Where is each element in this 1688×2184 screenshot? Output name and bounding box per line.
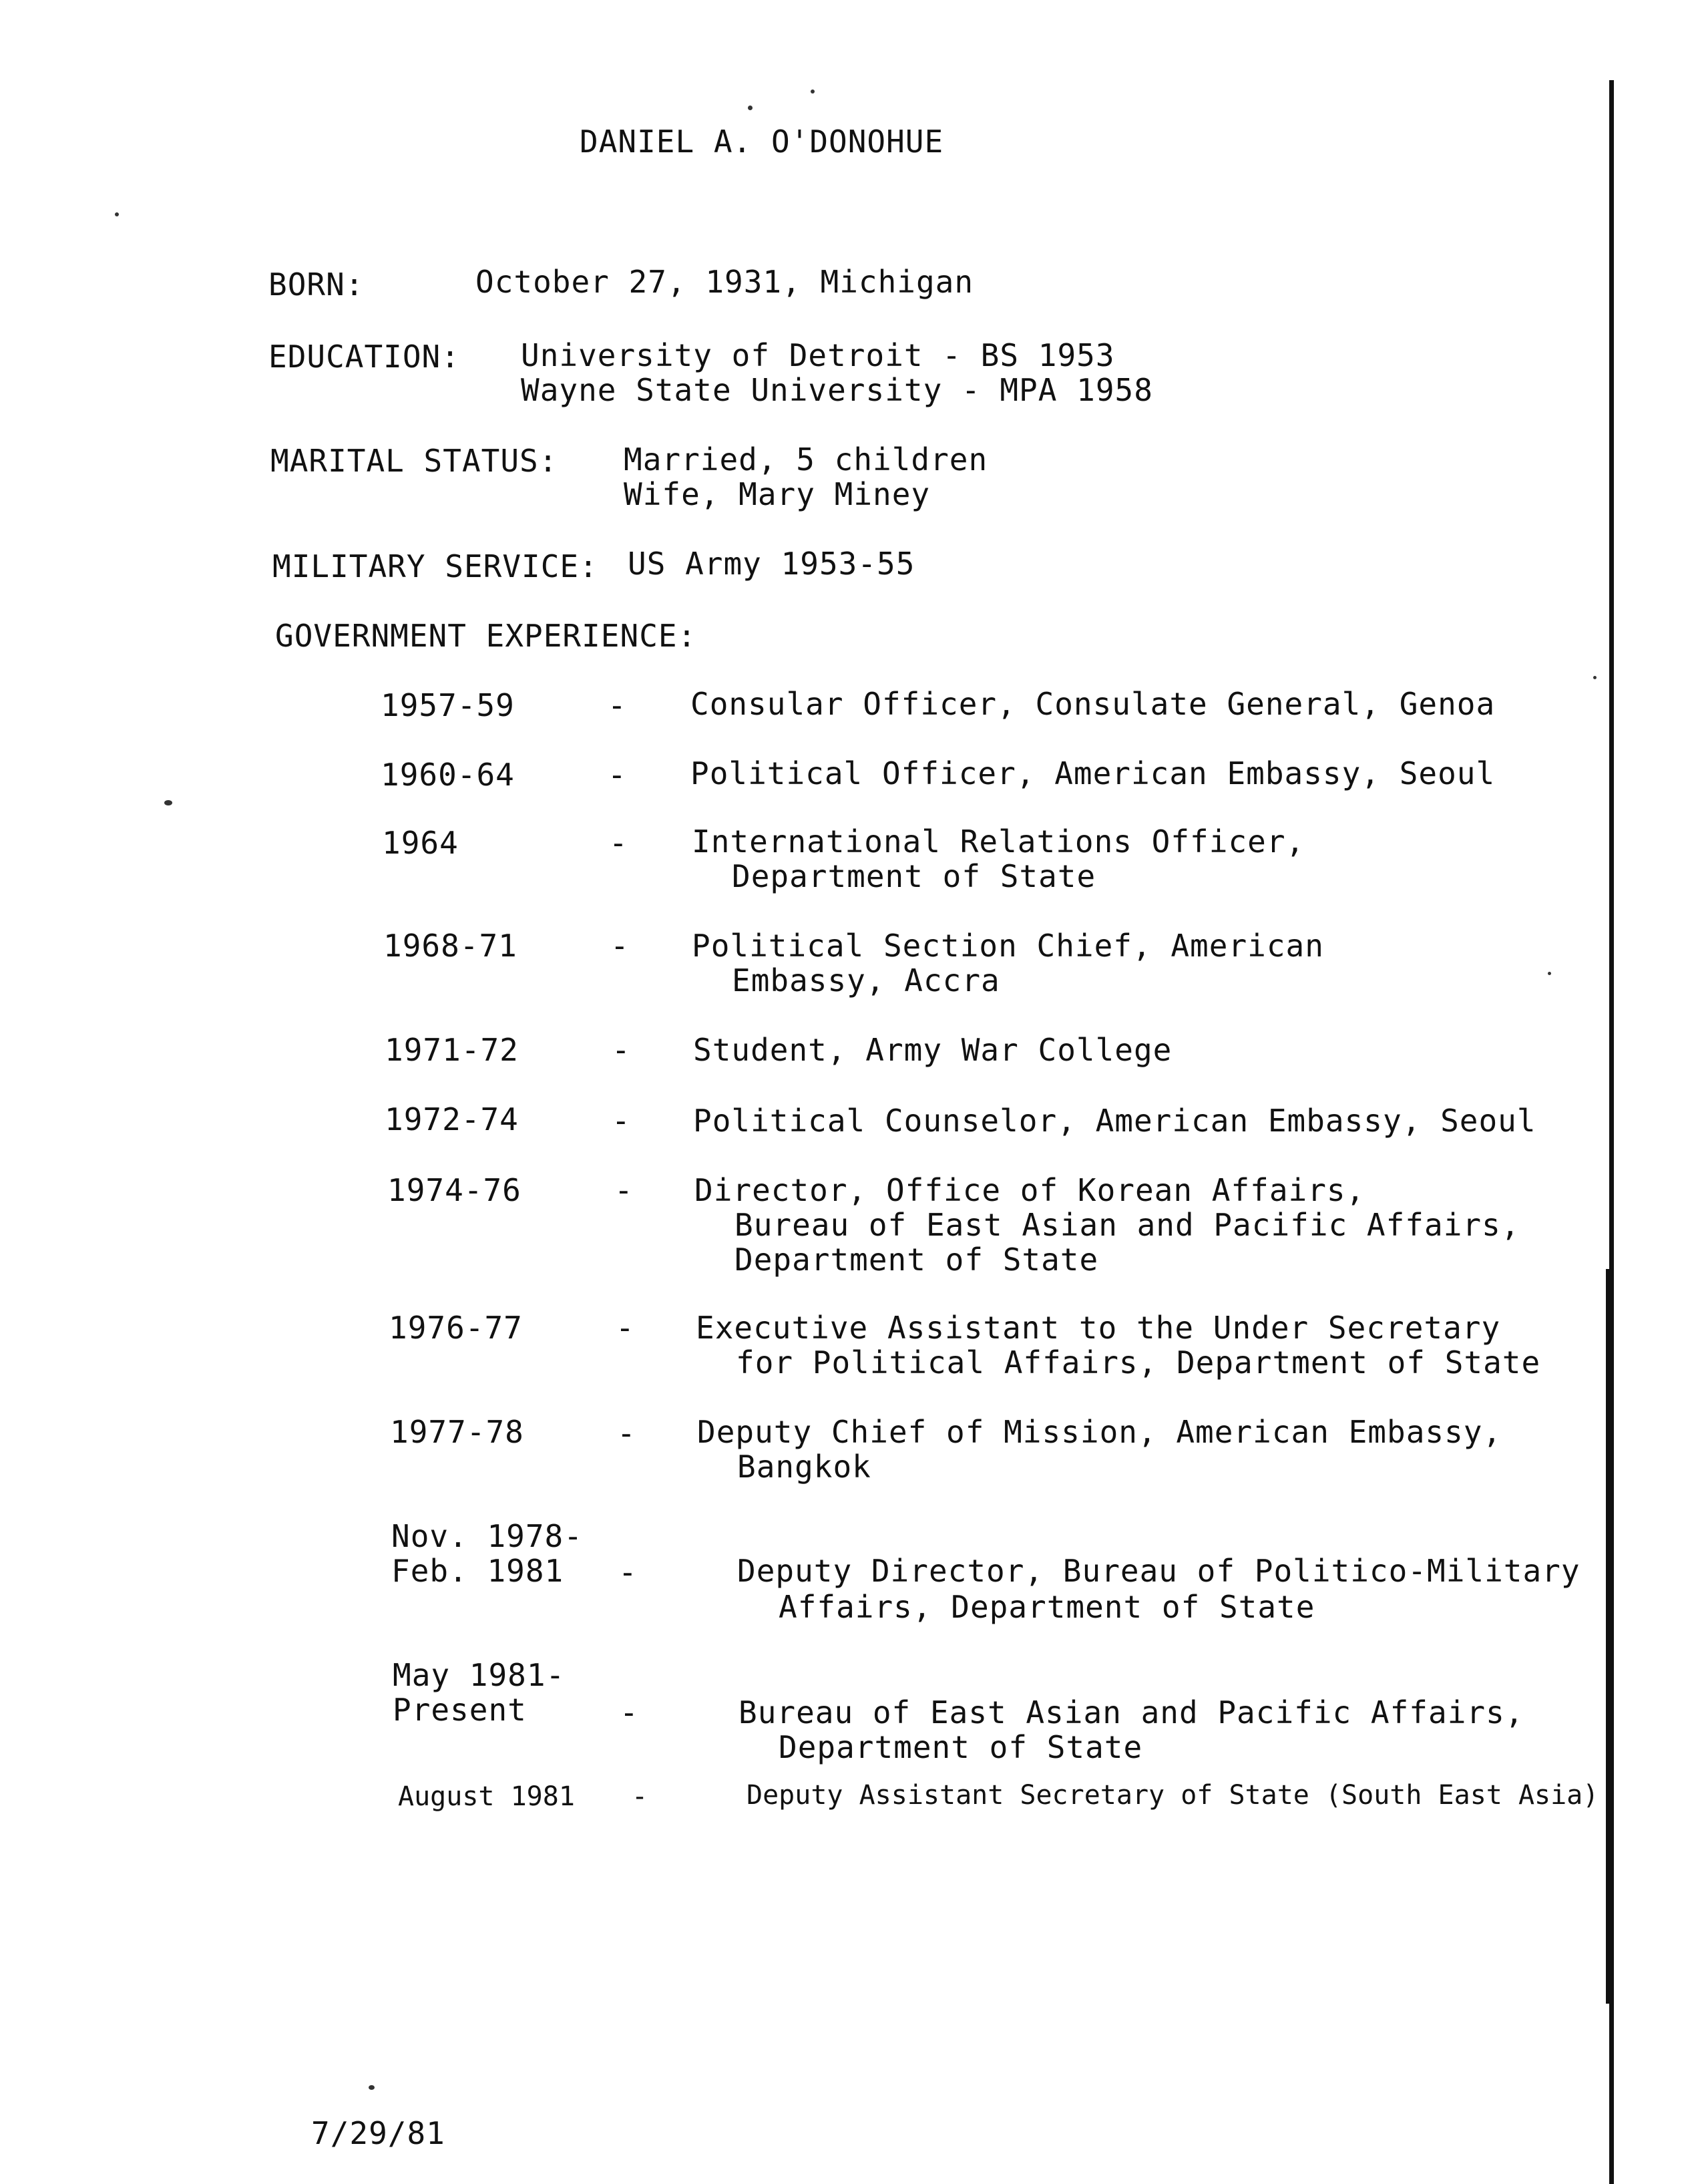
education-label: EDUCATION: [268,339,460,375]
experience-date: Present [393,1692,527,1728]
experience-description: Department of State [779,1729,1143,1765]
experience-date: 1977-78 [390,1414,524,1450]
scan-speck [748,106,753,110]
experience-dash: - [616,1310,635,1346]
experience-description: Executive Assistant to the Under Secretary [696,1310,1501,1346]
experience-date: 1971-72 [385,1032,519,1068]
experience-description: Consular Officer, Consulate General, Genoa [690,686,1496,722]
marital-status-label: MARITAL STATUS: [270,443,558,479]
government-experience-label: GOVERNMENT EXPERIENCE: [275,618,697,654]
experience-date: 1964 [382,825,459,861]
experience-description: Bureau of East Asian and Pacific Affairs, [734,1207,1520,1243]
scan-speck [164,800,172,805]
experience-dash: - [610,928,630,964]
experience-dash: - [612,1032,631,1068]
experience-date: 1960-64 [381,757,515,793]
experience-dash: - [609,825,628,861]
military-service-label: MILITARY SERVICE: [272,548,598,584]
scan-speck [1548,972,1551,975]
experience-dash: - [612,1103,631,1139]
military-service-value: US Army 1953-55 [628,546,915,582]
education-line: Wayne State University - MPA 1958 [521,372,1153,408]
education-line: University of Detroit - BS 1953 [521,337,1115,373]
scan-speck [811,89,815,94]
experience-date: 1972-74 [385,1101,519,1137]
experience-description: International Relations Officer, [692,824,1305,860]
experience-date: August 1981 [398,1781,575,1812]
document-date: 7/29/81 [311,2115,445,2151]
document-title: DANIEL A. O'DONOHUE [580,124,944,160]
experience-description: Bangkok [737,1449,871,1485]
born-label: BORN: [268,266,365,303]
scan-edge-line-thick [1606,1269,1614,2004]
experience-dash: - [614,1172,634,1208]
marital-status-line: Married, 5 children [624,441,988,478]
experience-dash: - [620,1694,639,1731]
experience-description: Director, Office of Korean Affairs, [694,1172,1365,1208]
experience-description: Political Counselor, American Embassy, Seoul [693,1103,1536,1139]
experience-description: Deputy Chief of Mission, American Embassy, [697,1414,1502,1450]
experience-dash: - [617,1415,636,1451]
scan-speck [115,212,119,216]
experience-description: Deputy Director, Bureau of Politico-Military [737,1553,1580,1589]
experience-date: 1957-59 [381,687,515,723]
born-value: October 27, 1931, Michigan [475,264,974,300]
experience-dash: - [618,1554,638,1590]
experience-dash: - [608,757,627,793]
experience-date: Feb. 1981 [391,1553,564,1589]
experience-description: for Political Affairs, Department of State [736,1344,1541,1381]
experience-description: Political Officer, American Embassy, Seoul [690,755,1496,791]
experience-date: May 1981- [393,1657,566,1693]
experience-date: Nov. 1978- [391,1518,583,1554]
marital-status-line: Wife, Mary Miney [624,476,931,512]
experience-description: Deputy Assistant Secretary of State (South East Asia) [747,1780,1599,1811]
experience-date: 1974-76 [387,1172,521,1208]
experience-dash: - [632,1781,648,1812]
experience-date: 1968-71 [383,928,517,964]
scan-speck [1593,676,1597,679]
experience-description: Affairs, Department of State [779,1589,1315,1625]
experience-description: Department of State [734,1242,1099,1278]
experience-description: Department of State [732,858,1096,894]
experience-description: Embassy, Accra [732,962,1000,998]
experience-description: Student, Army War College [693,1032,1173,1068]
experience-date: 1976-77 [389,1310,523,1346]
experience-description: Political Section Chief, American [692,928,1324,964]
experience-dash: - [608,687,627,723]
experience-description: Bureau of East Asian and Pacific Affairs, [738,1694,1524,1731]
scan-speck [369,2085,375,2090]
